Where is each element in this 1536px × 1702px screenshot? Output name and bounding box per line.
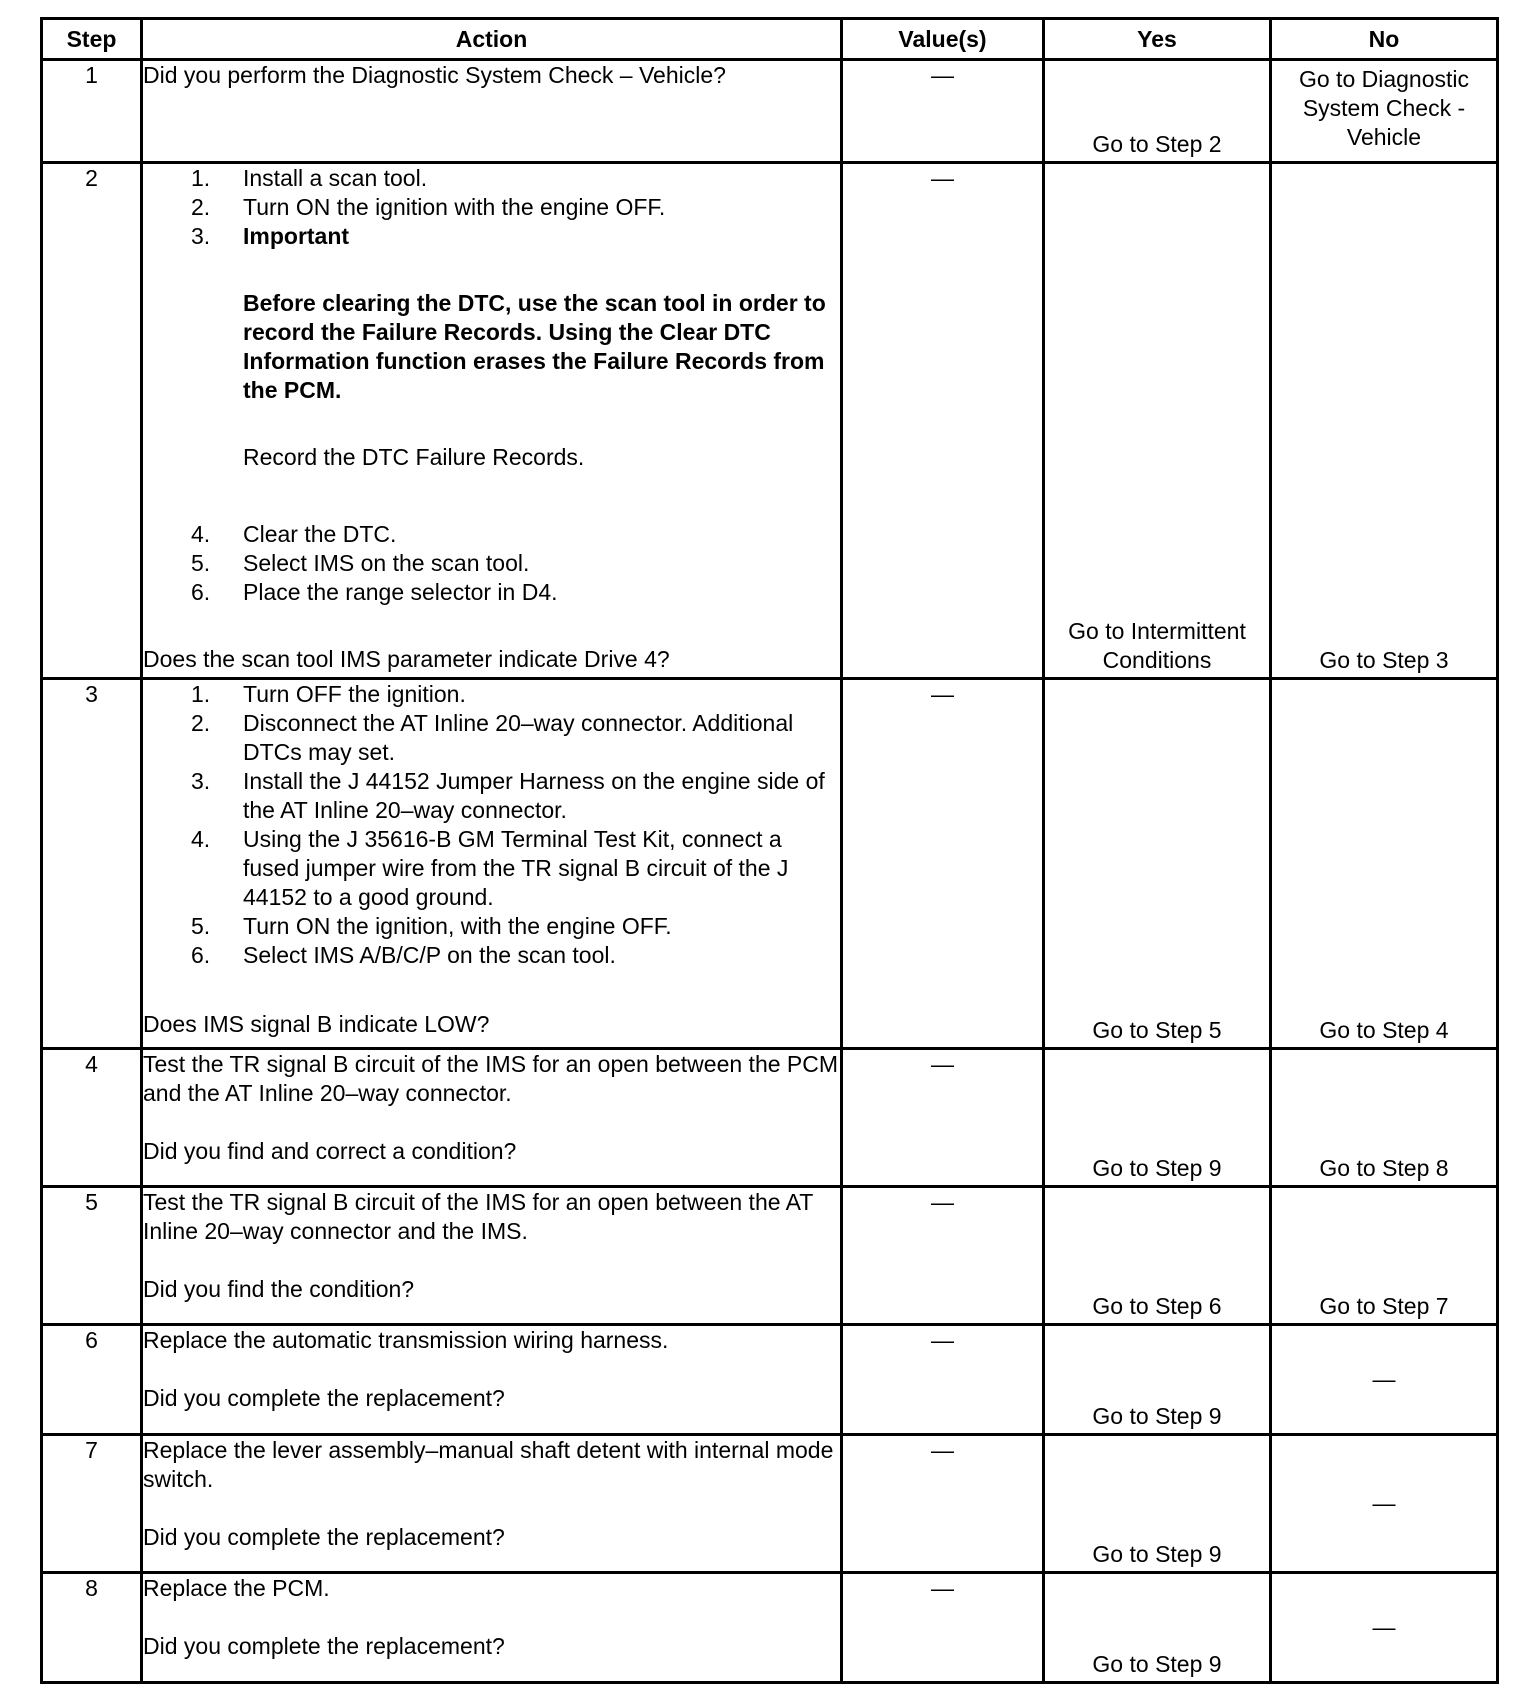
yes-cell xyxy=(1044,679,1271,1049)
yes-text: Go to Step 9 xyxy=(1092,1541,1222,1567)
no-text: Go to Step 4 xyxy=(1319,1017,1449,1043)
step-number: 3 xyxy=(42,679,142,1049)
value-cell: — xyxy=(842,60,1044,163)
step-number: 6 xyxy=(42,1325,142,1435)
action-text: Test the TR signal B circuit of the IMS for an open between the PCM and the AT Inline 20–way connector. xyxy=(143,1051,839,1106)
header-no: No xyxy=(1271,19,1498,60)
yes-text: Go to Step 5 xyxy=(1092,1017,1222,1043)
yes-text: Go to Intermittent Conditions xyxy=(1068,618,1246,673)
step-number: 2 xyxy=(42,163,142,679)
list-item: 6. Select IMS A/B/C/P on the scan tool. xyxy=(191,942,616,968)
no-cell xyxy=(1271,1049,1498,1187)
no-cell xyxy=(1271,60,1498,163)
yes-cell xyxy=(1044,1573,1271,1683)
step-number: 5 xyxy=(42,1187,142,1325)
yes-text: Go to Step 6 xyxy=(1092,1293,1222,1319)
action-question: Does the scan tool IMS parameter indicate Drive 4? xyxy=(143,646,670,672)
yes-cell xyxy=(1044,60,1271,163)
table-row-step-3 xyxy=(42,679,1498,1049)
action-cell xyxy=(142,1325,842,1435)
header-row xyxy=(42,19,1498,60)
table-row-step-4 xyxy=(42,1049,1498,1187)
no-cell: — xyxy=(1271,1573,1498,1683)
header-action: Action xyxy=(142,19,842,60)
yes-cell xyxy=(1044,1049,1271,1187)
yes-text: Go to Step 9 xyxy=(1092,1651,1222,1677)
action-text: Test the TR signal B circuit of the IMS for an open between the AT Inline 20–way connector and the IMS. xyxy=(143,1189,813,1244)
value-cell: — xyxy=(842,1049,1044,1187)
action-question: Did you complete the replacement? xyxy=(143,1385,505,1411)
list-item: 3. Install the J 44152 Jumper Harness on the engine side of the AT Inline 20–way connector. xyxy=(191,768,825,823)
table-row-step-6 xyxy=(42,1325,1498,1435)
table-row-step-7 xyxy=(42,1435,1498,1573)
no-cell: — xyxy=(1271,1325,1498,1435)
value-cell: — xyxy=(842,679,1044,1049)
table-row-step-5 xyxy=(42,1187,1498,1325)
no-cell xyxy=(1271,1187,1498,1325)
yes-cell xyxy=(1044,1435,1271,1573)
list-item: 4. Clear the DTC. xyxy=(191,521,397,547)
action-cell xyxy=(142,1435,842,1573)
action-cell xyxy=(142,163,842,679)
header-step: Step xyxy=(42,19,142,60)
no-text: Go to Diagnostic System Check - Vehicle xyxy=(1298,66,1470,150)
yes-cell xyxy=(1044,163,1271,679)
header-yes: Yes xyxy=(1044,19,1271,60)
list-item: 3. Important Before clearing the DTC, use the scan tool in order to record the Failure Records. Using the Clear DTC Information function erases the Failure Records from the PCM. Record the DTC Failure Records. xyxy=(143,222,840,520)
step-number: 8 xyxy=(42,1573,142,1683)
value-cell: — xyxy=(842,1573,1044,1683)
value-cell: — xyxy=(842,1325,1044,1435)
no-text: Go to Step 3 xyxy=(1319,647,1449,673)
action-cell xyxy=(142,60,842,163)
record-note: Record the DTC Failure Records. xyxy=(243,444,585,470)
list-item: 1. Turn OFF the ignition. xyxy=(191,681,466,707)
action-question: Does IMS signal B indicate LOW? xyxy=(143,1011,490,1037)
yes-cell xyxy=(1044,1187,1271,1325)
list-item: 5. Select IMS on the scan tool. xyxy=(191,550,530,576)
list-item: 2. Turn ON the ignition with the engine OFF. xyxy=(191,194,666,220)
action-question: Did you complete the replacement? xyxy=(143,1524,505,1550)
action-text: Replace the automatic transmission wiring harness. xyxy=(143,1327,669,1353)
procedure-list xyxy=(143,164,840,607)
value-cell: — xyxy=(842,163,1044,679)
list-item: 4. Using the J 35616-B GM Terminal Test Kit, connect a fused jumper wire from the TR signal B circuit of the J 44152 to a good ground. xyxy=(191,826,789,910)
no-cell: — xyxy=(1271,1435,1498,1573)
action-cell xyxy=(142,1187,842,1325)
list-item: 1. Install a scan tool. xyxy=(191,165,428,191)
no-text: Go to Step 8 xyxy=(1319,1155,1449,1181)
value-cell: — xyxy=(842,1187,1044,1325)
step-number: 7 xyxy=(42,1435,142,1573)
action-cell xyxy=(142,1573,842,1683)
header-values: Value(s) xyxy=(842,19,1044,60)
list-item: 2. Disconnect the AT Inline 20–way connector. Additional DTCs may set. xyxy=(191,710,794,765)
table-row-step-1 xyxy=(42,60,1498,163)
no-cell xyxy=(1271,163,1498,679)
yes-text: Go to Step 9 xyxy=(1092,1403,1222,1429)
table-row-step-8 xyxy=(42,1573,1498,1683)
yes-text: Go to Step 2 xyxy=(1092,131,1222,157)
procedure-list xyxy=(143,680,840,970)
action-text: Did you perform the Diagnostic System Check – Vehicle? xyxy=(143,62,726,88)
action-question: Did you find the condition? xyxy=(143,1276,415,1302)
diagnostic-table xyxy=(40,17,1499,1684)
no-cell xyxy=(1271,679,1498,1049)
action-cell xyxy=(142,1049,842,1187)
table-row-step-2 xyxy=(42,163,1498,679)
action-question: Did you complete the replacement? xyxy=(143,1633,505,1659)
action-cell xyxy=(142,679,842,1049)
step-number: 1 xyxy=(42,60,142,163)
step-number: 4 xyxy=(42,1049,142,1187)
action-text: Replace the lever assembly–manual shaft detent with internal mode switch. xyxy=(143,1437,834,1492)
important-title: Important xyxy=(243,223,350,249)
yes-cell xyxy=(1044,1325,1271,1435)
list-item: 5. Turn ON the ignition, with the engine OFF. xyxy=(191,913,672,939)
action-text: Replace the PCM. xyxy=(143,1575,330,1601)
action-question: Did you find and correct a condition? xyxy=(143,1138,517,1164)
important-note: Before clearing the DTC, use the scan tool in order to record the Failure Records. Using the Clear DTC Information function erases the Failure Records from the PCM. xyxy=(243,290,826,403)
list-item: 6. Place the range selector in D4. xyxy=(191,579,558,605)
no-text: Go to Step 7 xyxy=(1319,1293,1449,1319)
yes-text: Go to Step 9 xyxy=(1092,1155,1222,1181)
value-cell: — xyxy=(842,1435,1044,1573)
